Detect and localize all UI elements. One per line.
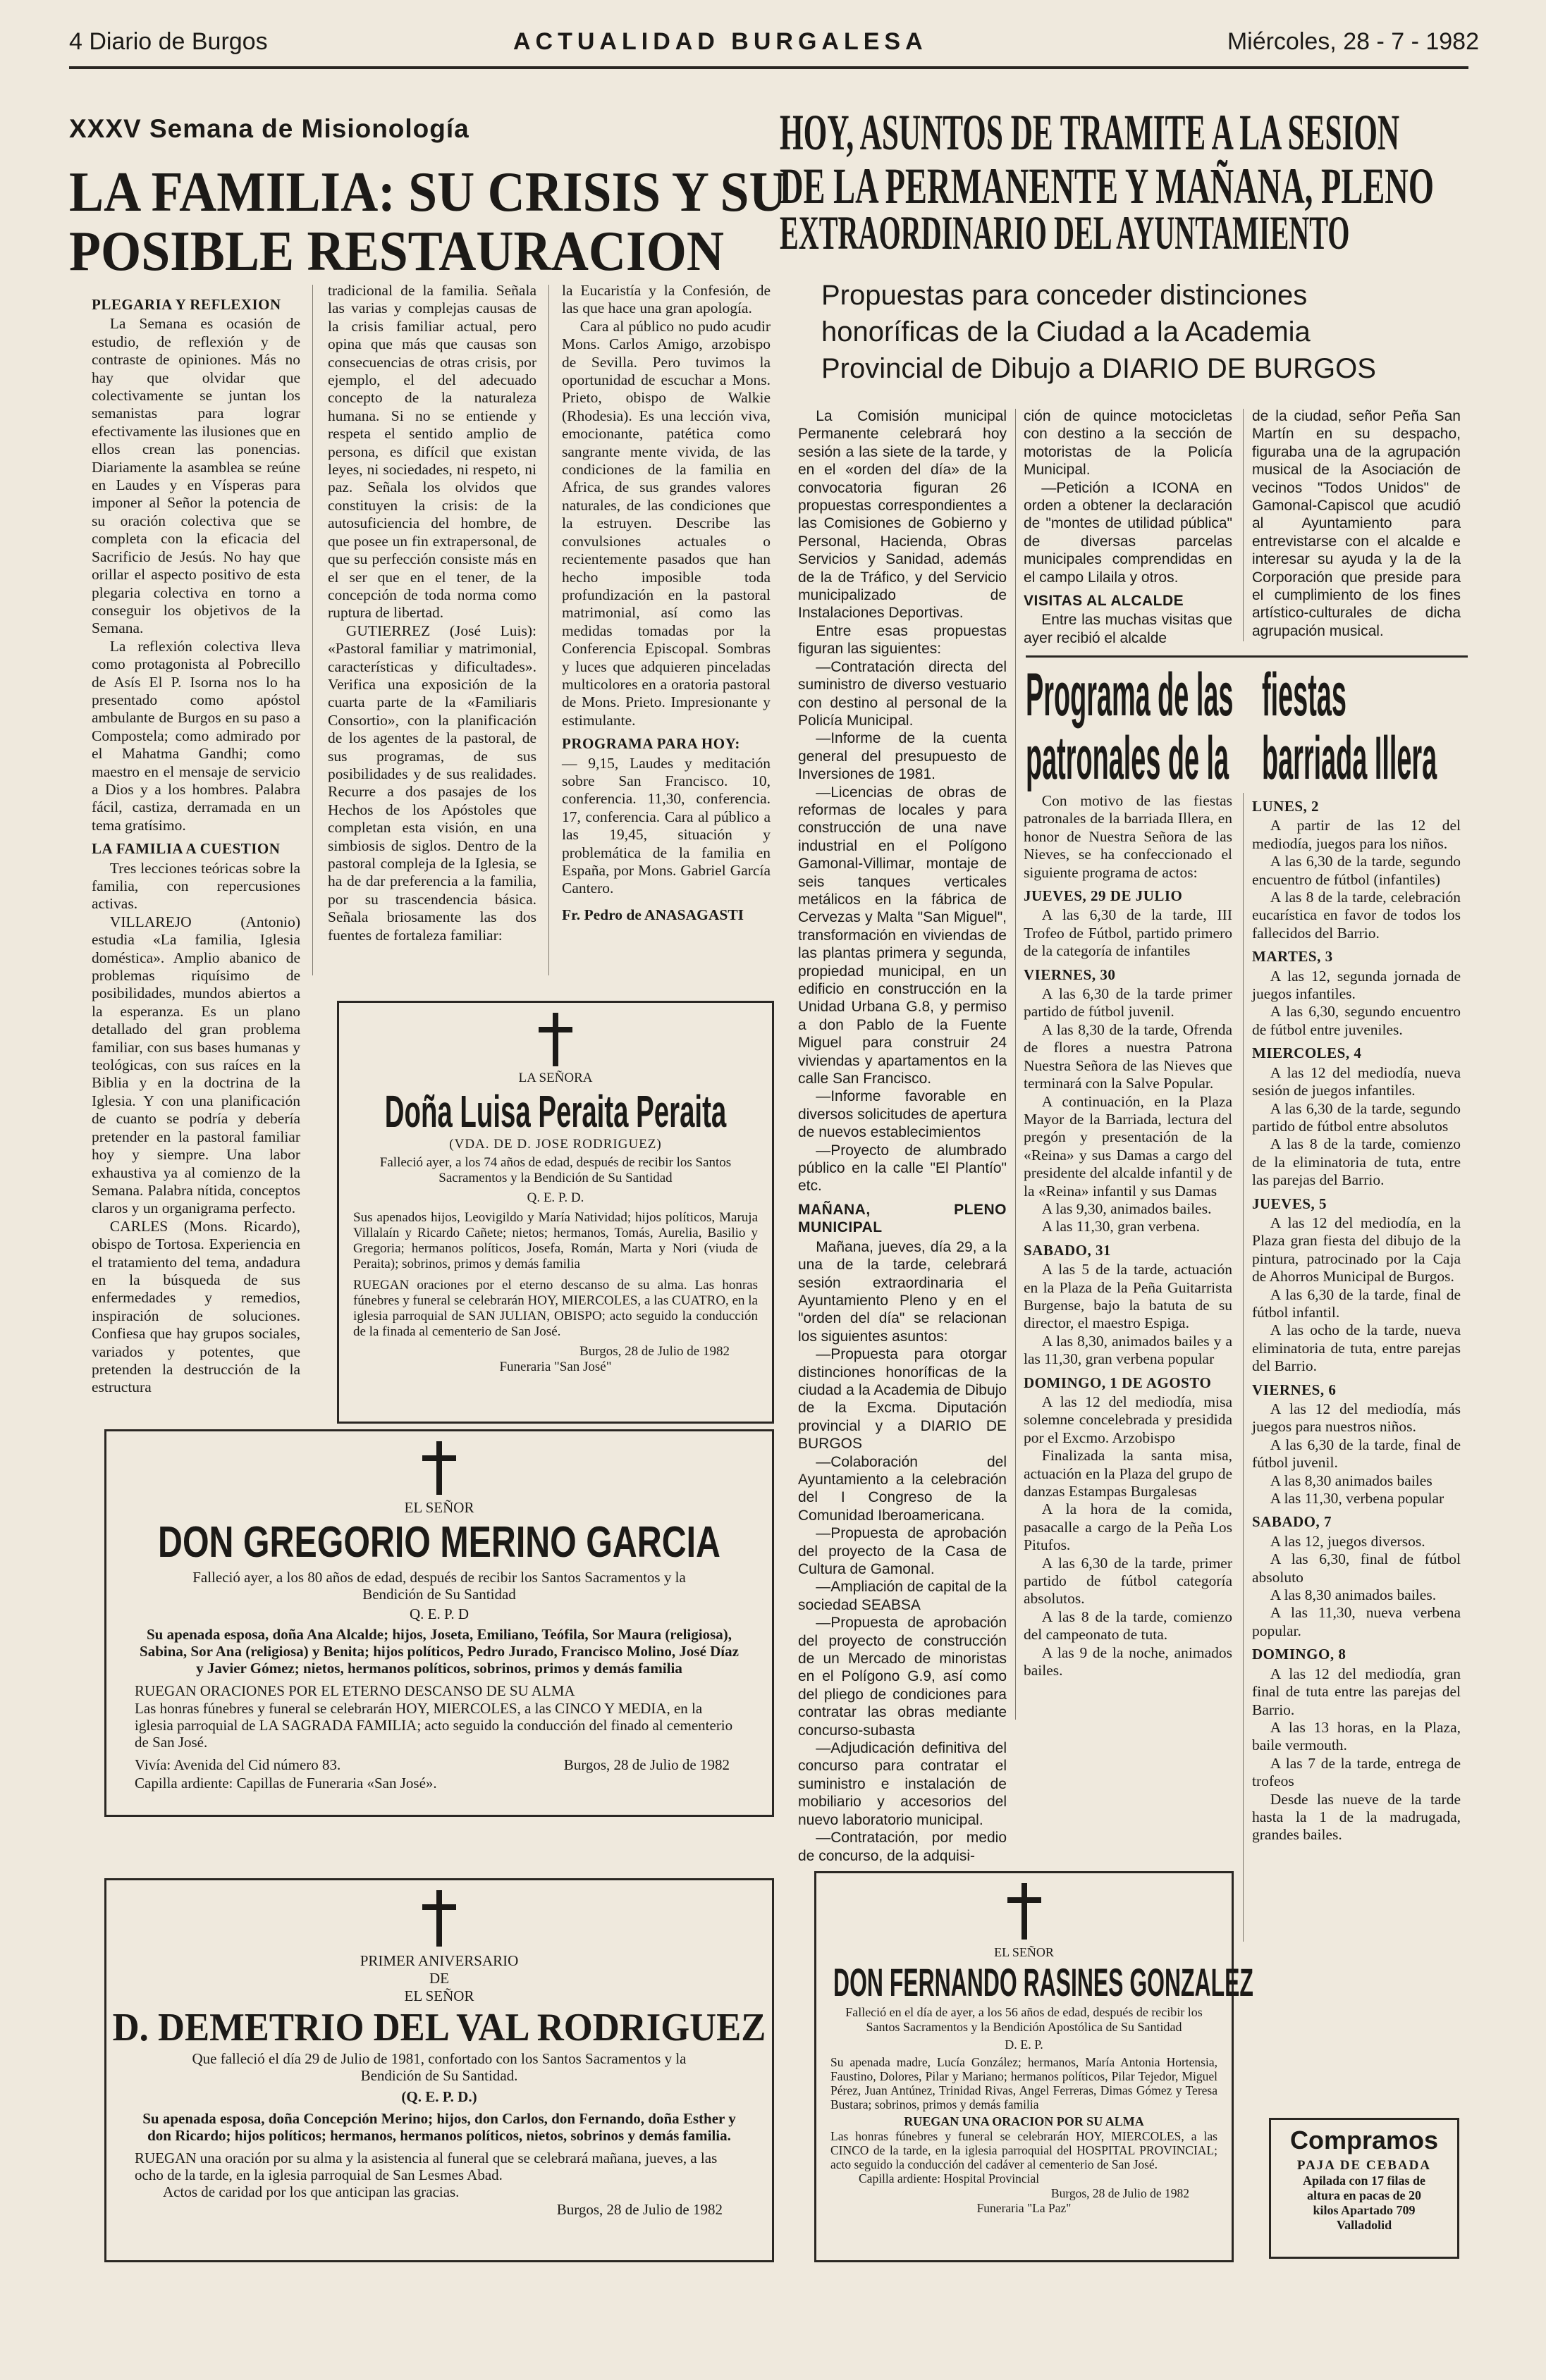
subhead: LUNES, 2 <box>1252 798 1320 815</box>
obit-fernando-family: Su apenada madre, Lucía González; hermanos, María Antonia Hortensia, Faustino, Dolores, Pilar y Mariano; hermanos políticos, Pilar Tejedor, Miguel Pérez, Juan Antúnez, Trinidad Rivas, Angel Ferreras, Dimas Gómez y Teresa Bustara; sobrinos, primos y demás familia <box>830 2055 1217 2111</box>
obit-demetrio-rip: (Q. E. P. D.) <box>401 2088 477 2105</box>
paragraph: A las 12 del mediodía, nueva sesión de juegos infantiles. <box>1252 1063 1461 1099</box>
subhead: JUEVES, 5 <box>1252 1195 1327 1212</box>
paragraph: —Contratación, por medio de concurso, de la adquisi- <box>798 1830 1007 1864</box>
paragraph: A las 8,30 animados bailes. <box>1270 1586 1437 1604</box>
paragraph: Mañana, jueves, día 29, a la una de la tarde, celebrará sesión extraordinaria el Ayuntamiento Pleno y en el "orden del día" se relacionan los siguientes asuntos: <box>798 1238 1007 1345</box>
ad-line5: Valladolid <box>1336 2218 1392 2232</box>
cross-icon <box>1003 1882 1045 1941</box>
right-subtitle-line3: Provincial de Dibujo a DIARIO DE BURGOS <box>821 353 1376 384</box>
obit-fernando-name: DON FERNANDO RASINES GONZALEZ <box>833 1960 1253 2004</box>
obit-demetrio-ruegan: RUEGAN una oración por su alma y la asistencia al funeral que se celebrará mañana, jueves, a las ocho de la tarde, en la iglesia parroquial de San Lesmes Abad. <box>135 2150 718 2183</box>
right-subtitle-line2: honoríficas de la Ciudad a la Academia <box>821 316 1311 347</box>
paragraph: ción de quince motocicletas con destino a la sección de motoristas de la Policía Municipal. <box>1024 408 1232 479</box>
right-article-col1 <box>798 407 1007 1864</box>
paragraph: Finalizada la santa misa, actuación en la Plaza del grupo de danzas Estampas Burgalesas <box>1024 1447 1232 1500</box>
fiestas-title-a: Programa de las <box>1026 661 1234 729</box>
subhead: PLEGARIA Y REFLEXION <box>92 296 281 313</box>
paragraph: A las 9 de la noche, animados bailes. <box>1024 1644 1232 1679</box>
paragraph: Con motivo de las fiestas patronales de la barriada Illera, en honor de Nuestra Señora de las Nieves, se ha confeccionado el siguiente programa de actos: <box>1024 792 1232 881</box>
ad-title: Compramos <box>1289 2126 1439 2154</box>
obit-luisa-family: Sus apenados hijos, Leovigildo y María Natividad; hijos políticos, Maruja Villalaín y Ricardo Cañete; nietos; hermanos, Tomás, Aurelia, Basilio y Gregoria; hermanos políticos, Josefa, Román, Marta y Nori (viuda de Peraita); sobrinos, primos y demás familia <box>353 1210 758 1271</box>
obit-fernando-ruegan: Las honras fúnebres y funeral se celebrarán HOY, MIERCOLES, a las CINCO de la tarde, en la iglesia parroquial del HOSPITAL PROVINCIAL; acto seguido la conducción del cadáver al cementerio de San José. <box>830 2129 1217 2171</box>
subhead: DOMINGO, 1 DE AGOSTO <box>1024 1374 1212 1391</box>
paragraph: la Eucaristía y la Confesión, de las que hace una gran apología. <box>562 282 771 317</box>
fiestas-col2 <box>1252 792 1461 1892</box>
header-date: Miércoles, 28 - 7 - 1982 <box>1227 28 1479 55</box>
ad-line1: PAJA DE CEBADA <box>1296 2158 1432 2173</box>
right-title-line2: DE LA PERMANENTE Y MAÑANA, PLENO <box>780 158 1434 214</box>
subhead: PROGRAMA PARA HOY: <box>562 735 740 753</box>
paragraph: A las 8 de la tarde, celebración eucarística en favor de todos los fallecidos del Barrio. <box>1252 889 1461 942</box>
paragraph: A las 12 del mediodía, más juegos para nuestros niños. <box>1252 1400 1461 1436</box>
obit-gregorio-died: Falleció ayer, a los 80 años de edad, después de recibir los Santos Sacramentos y la Bendición de Su Santidad <box>192 1569 686 1603</box>
obit-gregorio <box>104 1429 774 1817</box>
obit-gregorio-ruegan: Las honras fúnebres y funeral se celebrarán HOY, MIERCOLES, a las CINCO Y MEDIA, en la iglesia parroquial de LA SAGRADA FAMILIA; acto seguido la conducción del finado al cementerio de San José. <box>135 1700 733 1751</box>
obit-demetrio-lead2: DE <box>429 1970 449 1987</box>
paragraph: CARLES (Mons. Ricardo), obispo de Tortosa. Experiencia en el tratamiento del tema, andadura en la búsqueda de sus enfermedades y remedios, inspiración de soluciones. Confiesa que hay grupos sociales, variados y potentes, que pretenden la destrucción de la estructura <box>92 1217 300 1396</box>
cross-icon <box>534 1011 577 1068</box>
paragraph: —Propuesta para otorgar distinciones honoríficas de la ciudad a la Academia de Dibujo de la Excma. Diputación provincial y a DIARIO DE BURGOS <box>798 1346 1007 1453</box>
paragraph: A las 12 del mediodía, gran final de tuta entre las parejas del Barrio. <box>1252 1665 1461 1718</box>
left-title-line1: LA FAMILIA: SU CRISIS Y SU <box>69 161 787 223</box>
paragraph: —Propuesta de aprobación del proyecto de construcción de un Mercado de minoristas en el Polígono G.9, así como del pliego de condiciones para contratar las obras mediante concurso-subasta <box>798 1615 1007 1739</box>
paragraph: Entre esas propuestas figuran las siguientes: <box>798 622 1007 658</box>
subhead: VISITAS AL ALCALDE <box>1024 593 1184 610</box>
paragraph: A las 12 del mediodía, en la Plaza gran fiesta del dibujo de la pintura, patrocinado por la Caja de Ahorros Municipal de Burgos. <box>1252 1214 1461 1285</box>
obit-gregorio-rip: Q. E. P. D <box>409 1605 469 1622</box>
left-col-divider-1 <box>312 285 313 975</box>
paragraph: A las 13 horas, en la Plaza, baile vermouth. <box>1252 1718 1461 1754</box>
obit-demetrio-name: D. DEMETRIO DEL VAL RODRIGUEZ <box>112 2006 766 2049</box>
obit-luisa-ruegan: RUEGAN oraciones por el eterno descanso de su alma. Las honras fúnebres y funeral se celebrarán HOY, MIERCOLES, a las CUATRO, en la iglesia parroquial de SAN JULIAN, OBISPO; acto seguido la conducción de la finada al cementerio de San José. <box>353 1278 758 1339</box>
paragraph: A las 11,30, nueva verbena popular. <box>1252 1604 1461 1639</box>
fiestas-top-rule <box>1026 655 1468 658</box>
paragraph: A las 7 de la tarde, entrega de trofeos <box>1252 1754 1461 1790</box>
paragraph: A las 6,30 de la tarde, segundo partido de fútbol entre absolutos <box>1252 1099 1461 1135</box>
paragraph: La reflexión colectiva lleva como protagonista al Pobrecillo de Asís El P. Isorna nos lo ha presentado como apóstol ambulante de Burgos en su paso a Compostela; como admirado por el Mahatma Gandhi; como maestro en el mensaje de servicio a Dios y a los hombres. Palabra fácil, castiza, derramada en un tema gratísimo. <box>92 637 300 834</box>
left-article-col2 <box>328 282 536 973</box>
obit-demetrio-actos: Actos de caridad por los que anticipan las gracias. <box>163 2183 460 2200</box>
paragraph: — 9,15, Laudes y meditación sobre San Francisco. 10, conferencia. 11,30, conferencia. 17, conferencia. Cara al público a las 19,45, situación y problemática de la familia en España, por Mons. Gabriel García Cantero. <box>562 754 771 897</box>
right-article-col3 <box>1252 407 1461 640</box>
right-subtitle-line1: Propuestas para conceder distinciones <box>821 280 1308 311</box>
paragraph: —Proyecto de alumbrado público en la calle "El Plantío" etc. <box>798 1142 1007 1195</box>
fiestas-divider <box>1243 793 1244 1942</box>
subhead: SABADO, 31 <box>1024 1241 1112 1259</box>
subhead: SABADO, 7 <box>1252 1513 1332 1531</box>
paragraph: A las 8,30 animados bailes <box>1270 1472 1432 1489</box>
obit-gregorio-lead: EL SEÑOR <box>404 1499 474 1516</box>
obit-demetrio-family: Su apenada esposa, doña Concepción Merino; hijos, don Carlos, don Fernando, doña Esther y don Ricardo; hijos políticos; hermanos, hermanos políticos, nietos, sobrinos y demás familia. <box>142 2110 736 2144</box>
fiestas-title-d: barriada Illera <box>1262 725 1437 792</box>
signature: Fr. Pedro de ANASAGASTI <box>562 906 744 923</box>
ad-line2: Apilada con 17 filas de <box>1302 2174 1426 2188</box>
obit-fernando-funeraria: Funeraria "La Paz" <box>976 2201 1072 2215</box>
paragraph: A las 8 de la tarde, comienzo de la eliminatoria de tuta, entre las parejas del Barrio. <box>1252 1135 1461 1189</box>
paragraph: A las 12 del mediodía, misa solemne concelebrada y presidida por el Excmo. Arzobispo <box>1024 1393 1232 1446</box>
obit-fernando-date: Burgos, 28 de Julio de 1982 <box>1050 2186 1189 2200</box>
paragraph: —Adjudicación definitiva del concurso para contratar el suministro e instalación de mobiliario y accesorios del nuevo laboratorio municipal. <box>798 1740 1007 1828</box>
header-page-number: 4 Diario de Burgos <box>69 28 268 55</box>
paragraph: Desde las nueve de la tarde hasta la 1 de la madrugada, grandes bailes. <box>1252 1790 1461 1844</box>
obit-luisa-rip: Q. E. P. D. <box>527 1190 584 1205</box>
obit-fernando-died: Falleció en el día de ayer, a los 56 años de edad, después de recibir los Santos Sacramentos y la Bendición Apostólica de Su Santidad <box>845 2005 1203 2034</box>
paragraph: A partir de las 12 del mediodía, juegos para los niños. <box>1252 817 1461 852</box>
paragraph: A las 6,30 de la tarde primer partido de fútbol juvenil. <box>1024 985 1232 1021</box>
paragraph: A las 5 de la tarde, actuación en la Plaza de la Peña Guitarrista Burgense, bajo la batuta de su director, el maestro Espiga. <box>1024 1261 1232 1332</box>
obit-demetrio-died: Que falleció el día 29 de Julio de 1981, confortado con los Santos Sacramentos y la Bendición de Su Santidad. <box>192 2050 687 2084</box>
paragraph: —Informe de la cuenta general del presupuesto de Inversiones de 1981. <box>798 730 1007 783</box>
obit-fernando-ruegan-title: RUEGAN UNA ORACION POR SU ALMA <box>904 2114 1144 2128</box>
right-title-line3: EXTRAORDINARIO DEL AYUNTAMIENTO <box>780 206 1350 259</box>
left-article-col3 <box>562 282 771 1043</box>
paragraph: A las 8,30 de la tarde, Ofrenda de flores a nuestra Patrona Nuestra Señora de las Nieves que terminará con la Salve Popular. <box>1024 1021 1232 1092</box>
cross-icon <box>418 1440 460 1496</box>
paragraph: VILLAREJO (Antonio) estudia «La familia, Iglesia doméstica». Amplio abanico de problemas riquísimo de posibilidades, mundos abiertos a la esperanza. Es un plano detallado del gran problema familiar, con sus bases humanas y teológicas, con sus raíces en la Biblia y en la doctrina de la Iglesia. Y con una planificación de cuanto se podría y debería pretender en la pastoral familiar hoy y siempre. Una labor exhaustiva ya al comienzo de la Semana. Palabra nítida, conceptos claros y un organigrama perfecto. <box>92 913 300 1217</box>
obit-luisa-sub: (VDA. DE D. JOSE RODRIGUEZ) <box>449 1137 662 1152</box>
left-col-divider-2 <box>548 285 549 975</box>
paragraph: de la ciudad, señor Peña San Martín en su despacho, figuraba una de la agrupación musical de la Asociación de vecinos "Todos Unidos" de Gamonal-Capiscol que acudió al Ayuntamiento para entrevistarse con el alcalde e interesar su ayuda y la de la Corporación que preside para el cumplimiento de los fines artístico-culturales de dicha agrupación musical. <box>1252 408 1461 639</box>
header-rule <box>69 66 1468 69</box>
left-article-col1 <box>92 290 300 1396</box>
obit-fernando-capilla: Capilla ardiente: Hospital Provincial <box>859 2171 1040 2185</box>
right-col-divider-1 <box>1015 409 1016 1720</box>
fiestas-title-b: fiestas <box>1262 661 1346 729</box>
subhead: MARTES, 3 <box>1252 948 1333 966</box>
paragraph: GUTIERREZ (José Luis): «Pastoral familiar y matrimonial, características y dificultades». Verifica una exposición de la cuarta parte de la «Familiaris Consortio», con la planificación de los agentes de la pastoral, de sus programas, de sus posibilidades y de sus realidades. Recurre a dos pasajes de los Hechos de los Apóstoles que completan esta visión, en una simbiosis de siglos. Dentro de la pastoral compleja de la Iglesia, se ha de dar preferencia a la familia, por su trascendencia básica. Señala briosamente las dos fuentes de fortaleza familiar: <box>328 622 536 944</box>
paragraph: —Colaboración del Ayuntamiento a la celebración del I Congreso de la Comunidad Iberoamericana. <box>798 1453 1007 1524</box>
left-kicker: XXXV Semana de Misionología <box>69 114 470 143</box>
paragraph: A continuación, en la Plaza Mayor de la Barriada, lectura del pregón y presentación de la «Reina» y sus Damas a cargo del presidente del alcalde infantil y de la «Reina» infantil y sus Damas <box>1024 1092 1232 1200</box>
subhead: VIERNES, 30 <box>1024 966 1116 983</box>
paragraph: —Propuesta de aprobación del proyecto de la Casa de Cultura de Gamonal. <box>798 1525 1007 1577</box>
cross-icon <box>418 1889 460 1948</box>
paragraph: A las ocho de la tarde, nueva eliminatoria de tuta, entre parejas del Barrio. <box>1252 1321 1461 1375</box>
paragraph: A las 6,30, segundo encuentro de fútbol entre juveniles. <box>1252 1003 1461 1038</box>
subhead: MAÑANA, PLENO MUNICIPAL <box>798 1201 1007 1236</box>
right-title-line1: HOY, ASUNTOS DE TRAMITE A LA SESION <box>780 104 1400 161</box>
paragraph: A la hora de la comida, pasacalle a cargo de la Peña Los Pitufos. <box>1024 1500 1232 1554</box>
obit-luisa <box>337 1001 774 1424</box>
obit-luisa-lead: LA SEÑORA <box>518 1071 593 1085</box>
obit-demetrio <box>104 1878 774 2262</box>
obit-gregorio-date: Burgos, 28 de Julio de 1982 <box>563 1756 730 1773</box>
paragraph: —Petición a ICONA en orden a obtener la declaración de "montes de utilidad pública" de diversas parcelas municipales comprendidas en el campo Lilaila y otros. <box>1024 479 1232 586</box>
obit-fernando-lead: EL SEÑOR <box>994 1945 1054 1959</box>
obit-demetrio-lead3: EL SEÑOR <box>404 1987 474 2004</box>
right-article-col2 <box>1024 407 1232 646</box>
paragraph: tradicional de la familia. Señala las varias y complejas causas de la crisis familiar actual, pero opina que más que causas son consecuencias de otras crisis, por ejemplo, el del adecuado concepto de la naturaleza humana. Si no se entiende y respeta el sentido amplio de persona, es difícil que existan leyes, ni sociedades, ni respeto, ni paz. Señala los olvidos que constituyen la crisis: de la autosuficiencia del hombre, de que posee un fin extrapersonal, de que su perfección consiste más en el ser que en el tener, de la concepción de toda norma como ruptura de libertad. <box>328 282 536 622</box>
obit-luisa-date: Burgos, 28 de Julio de 1982 <box>579 1344 730 1359</box>
obit-fernando <box>814 1871 1253 2262</box>
paragraph: A las 12, juegos diversos. <box>1270 1532 1425 1550</box>
paragraph: —Ampliación de capital de la sociedad SEABSA <box>798 1579 1007 1613</box>
paragraph: A las 11,30, verbena popular <box>1270 1490 1444 1507</box>
subhead: LA FAMILIA A CUESTION <box>92 840 281 858</box>
obit-luisa-name: Doña Luisa Peraita Peraita <box>384 1086 727 1137</box>
paragraph: A las 6,30, final de fútbol absoluto <box>1252 1550 1461 1586</box>
obit-demetrio-lead1: PRIMER ANIVERSARIO <box>360 1952 519 1969</box>
obit-gregorio-name: DON GREGORIO MERINO GARCIA <box>158 1518 720 1567</box>
left-title-line2: POSIBLE RESTAURACION <box>69 221 725 283</box>
paragraph: A las 6,30 de la tarde, final de fútbol infantil. <box>1252 1285 1461 1321</box>
ad-line4: kilos Apartado 709 <box>1313 2203 1416 2217</box>
header-section: ACTUALIDAD BURGALESA <box>513 28 928 55</box>
paragraph: A las 6,30 de la tarde, segundo encuentro de fútbol (infantiles) <box>1252 853 1461 888</box>
subhead: DOMINGO, 8 <box>1252 1646 1346 1663</box>
subhead: JUEVES, 29 DE JULIO <box>1024 887 1183 905</box>
paragraph: A las 6,30 de la tarde, III Trofeo de Fútbol, partido primero de la categoría de infantiles <box>1024 906 1232 960</box>
fiestas-title-c: patronales de la <box>1026 725 1229 792</box>
page-header <box>69 28 1479 63</box>
paragraph: —Contratación directa del suministro de diverso vestuario con destino al personal de la Policía Municipal. <box>798 658 1007 729</box>
subhead: MIERCOLES, 4 <box>1252 1044 1362 1062</box>
paragraph: —Informe favorable en diversos solicitudes de apertura de nuevos establecimientos <box>798 1088 1007 1141</box>
paragraph: A las 12, segunda jornada de juegos infantiles. <box>1252 967 1461 1003</box>
paragraph: A las 6,30 de la tarde, primer partido de fútbol categoría absolutos. <box>1024 1554 1232 1608</box>
obit-fernando-rip: D. E. P. <box>1005 2037 1043 2052</box>
paragraph: Cara al público no pudo acudir Mons. Carlos Amigo, arzobispo de Sevilla. Pero tuvimos la oportunidad de escuchar a Mons. Prieto, obispo de Walkie (Rhodesia). Es una lección viva, emocionante, patética como sangrante mente vivida, de las condiciones de la familia en Africa, de sus grandes valores naturales, de las condiciones que la estruyen. Describe las convulsiones actuales o recientemente pasados que han hecho imposible toda profundización en la pastoral matrimonial, así como las medidas tomadas por la Conferencia Episcopal. Sombras y luces que adquieren pinceladas multicolores en a oratoria pastoral de Mons. Prieto. Impresionante y estimulante. <box>562 317 771 729</box>
fiestas-col1 <box>1024 792 1232 1701</box>
paragraph: La Semana es ocasión de estudio, de reflexión y de contraste de opiniones. Más no hay que olvidar que colectivamente se juntan los semanistas para lograr efectivamente las ilusiones que en ellos crean las ponencias. Diariamente la asamblea se reúne en Laudes y en Vísperas para imponer al Señor la potencia de su oración colectiva que se completa con la eficacia del Sacrificio de Jesús. No hay que orillar el aspecto positivo de esta plegaria colectiva en torno a conseguir los objetivos de la Semana. <box>92 315 300 637</box>
obit-gregorio-vivia: Vivía: Avenida del Cid número 83. <box>135 1756 341 1773</box>
paragraph: —Licencias de obras de reformas de locales y para construcción de una nave industrial en el Polígono Gamonal-Villimar, montaje de seis tanques verticales metálicos en la fábrica de Cervezas y Malta "San Miguel", transformación en viviendas de las plantas primera y segunda, propiedad municipal, en un edificio en construcción en la Unidad Urbana G.8, y permiso a don Pablo de la Fuente Miguel para construir 24 viviendas y apartamentos en la calle San Francisco. <box>798 784 1007 1087</box>
obit-gregorio-ruegan-title: RUEGAN ORACIONES POR EL ETERNO DESCANSO DE SU ALMA <box>135 1682 575 1699</box>
paragraph: A las 11,30, gran verbena. <box>1041 1218 1201 1235</box>
paragraph: Entre las muchas visitas que ayer recibió el alcalde <box>1024 612 1232 646</box>
paragraph: A las 9,30, animados bailes. <box>1041 1200 1212 1217</box>
obit-gregorio-capilla: Capilla ardiente: Capillas de Funeraria «San José». <box>135 1775 437 1792</box>
obit-demetrio-date: Burgos, 28 de Julio de 1982 <box>556 2201 723 2218</box>
right-col-divider-2 <box>1243 409 1244 641</box>
obit-luisa-funeraria: Funeraria "San José" <box>499 1359 612 1374</box>
subhead: VIERNES, 6 <box>1252 1381 1337 1398</box>
paragraph: La Comisión municipal Permanente celebrará hoy sesión a las siete de la tarde, y en el «orden del día» de la convocatoria figuran 26 propuestas correspondientes a las Comisiones de Gobierno y Personal, Hacienda, Obras Servicios y Sanidad, además de la de Tráfico, y del Servicio municipalizado de Instalaciones Deportivas. <box>798 408 1007 622</box>
paragraph: A las 8,30, animados bailes y a las 11,30, gran verbena popular <box>1024 1332 1232 1368</box>
paragraph: A las 8 de la tarde, comienzo del campeonato de tuta. <box>1024 1608 1232 1644</box>
paragraph: Tres lecciones teóricas sobre la familia, con repercusiones activas. <box>92 859 300 913</box>
obit-gregorio-family: Su apenada esposa, doña Ana Alcalde; hijos, Joseta, Emiliano, Teófila, Sor Maura (religiosa), Sabina, Sor Ana (religiosa) y Benita; hijos políticos, Pedro Jurado, Francisco Molino, José Díaz y Javier Gómez; nietos, hermanos políticos, sobrinos, primos y demás familia <box>140 1626 739 1677</box>
ad-line3: altura en pacas de 20 <box>1307 2188 1421 2202</box>
paragraph: A las 6,30 de la tarde, final de fútbol juvenil. <box>1252 1436 1461 1472</box>
obit-luisa-died: Falleció ayer, a los 74 años de edad, después de recibir los Santos Sacramentos y la Bendición de Su Santidad <box>379 1155 732 1185</box>
ad-compramos <box>1269 2118 1459 2259</box>
